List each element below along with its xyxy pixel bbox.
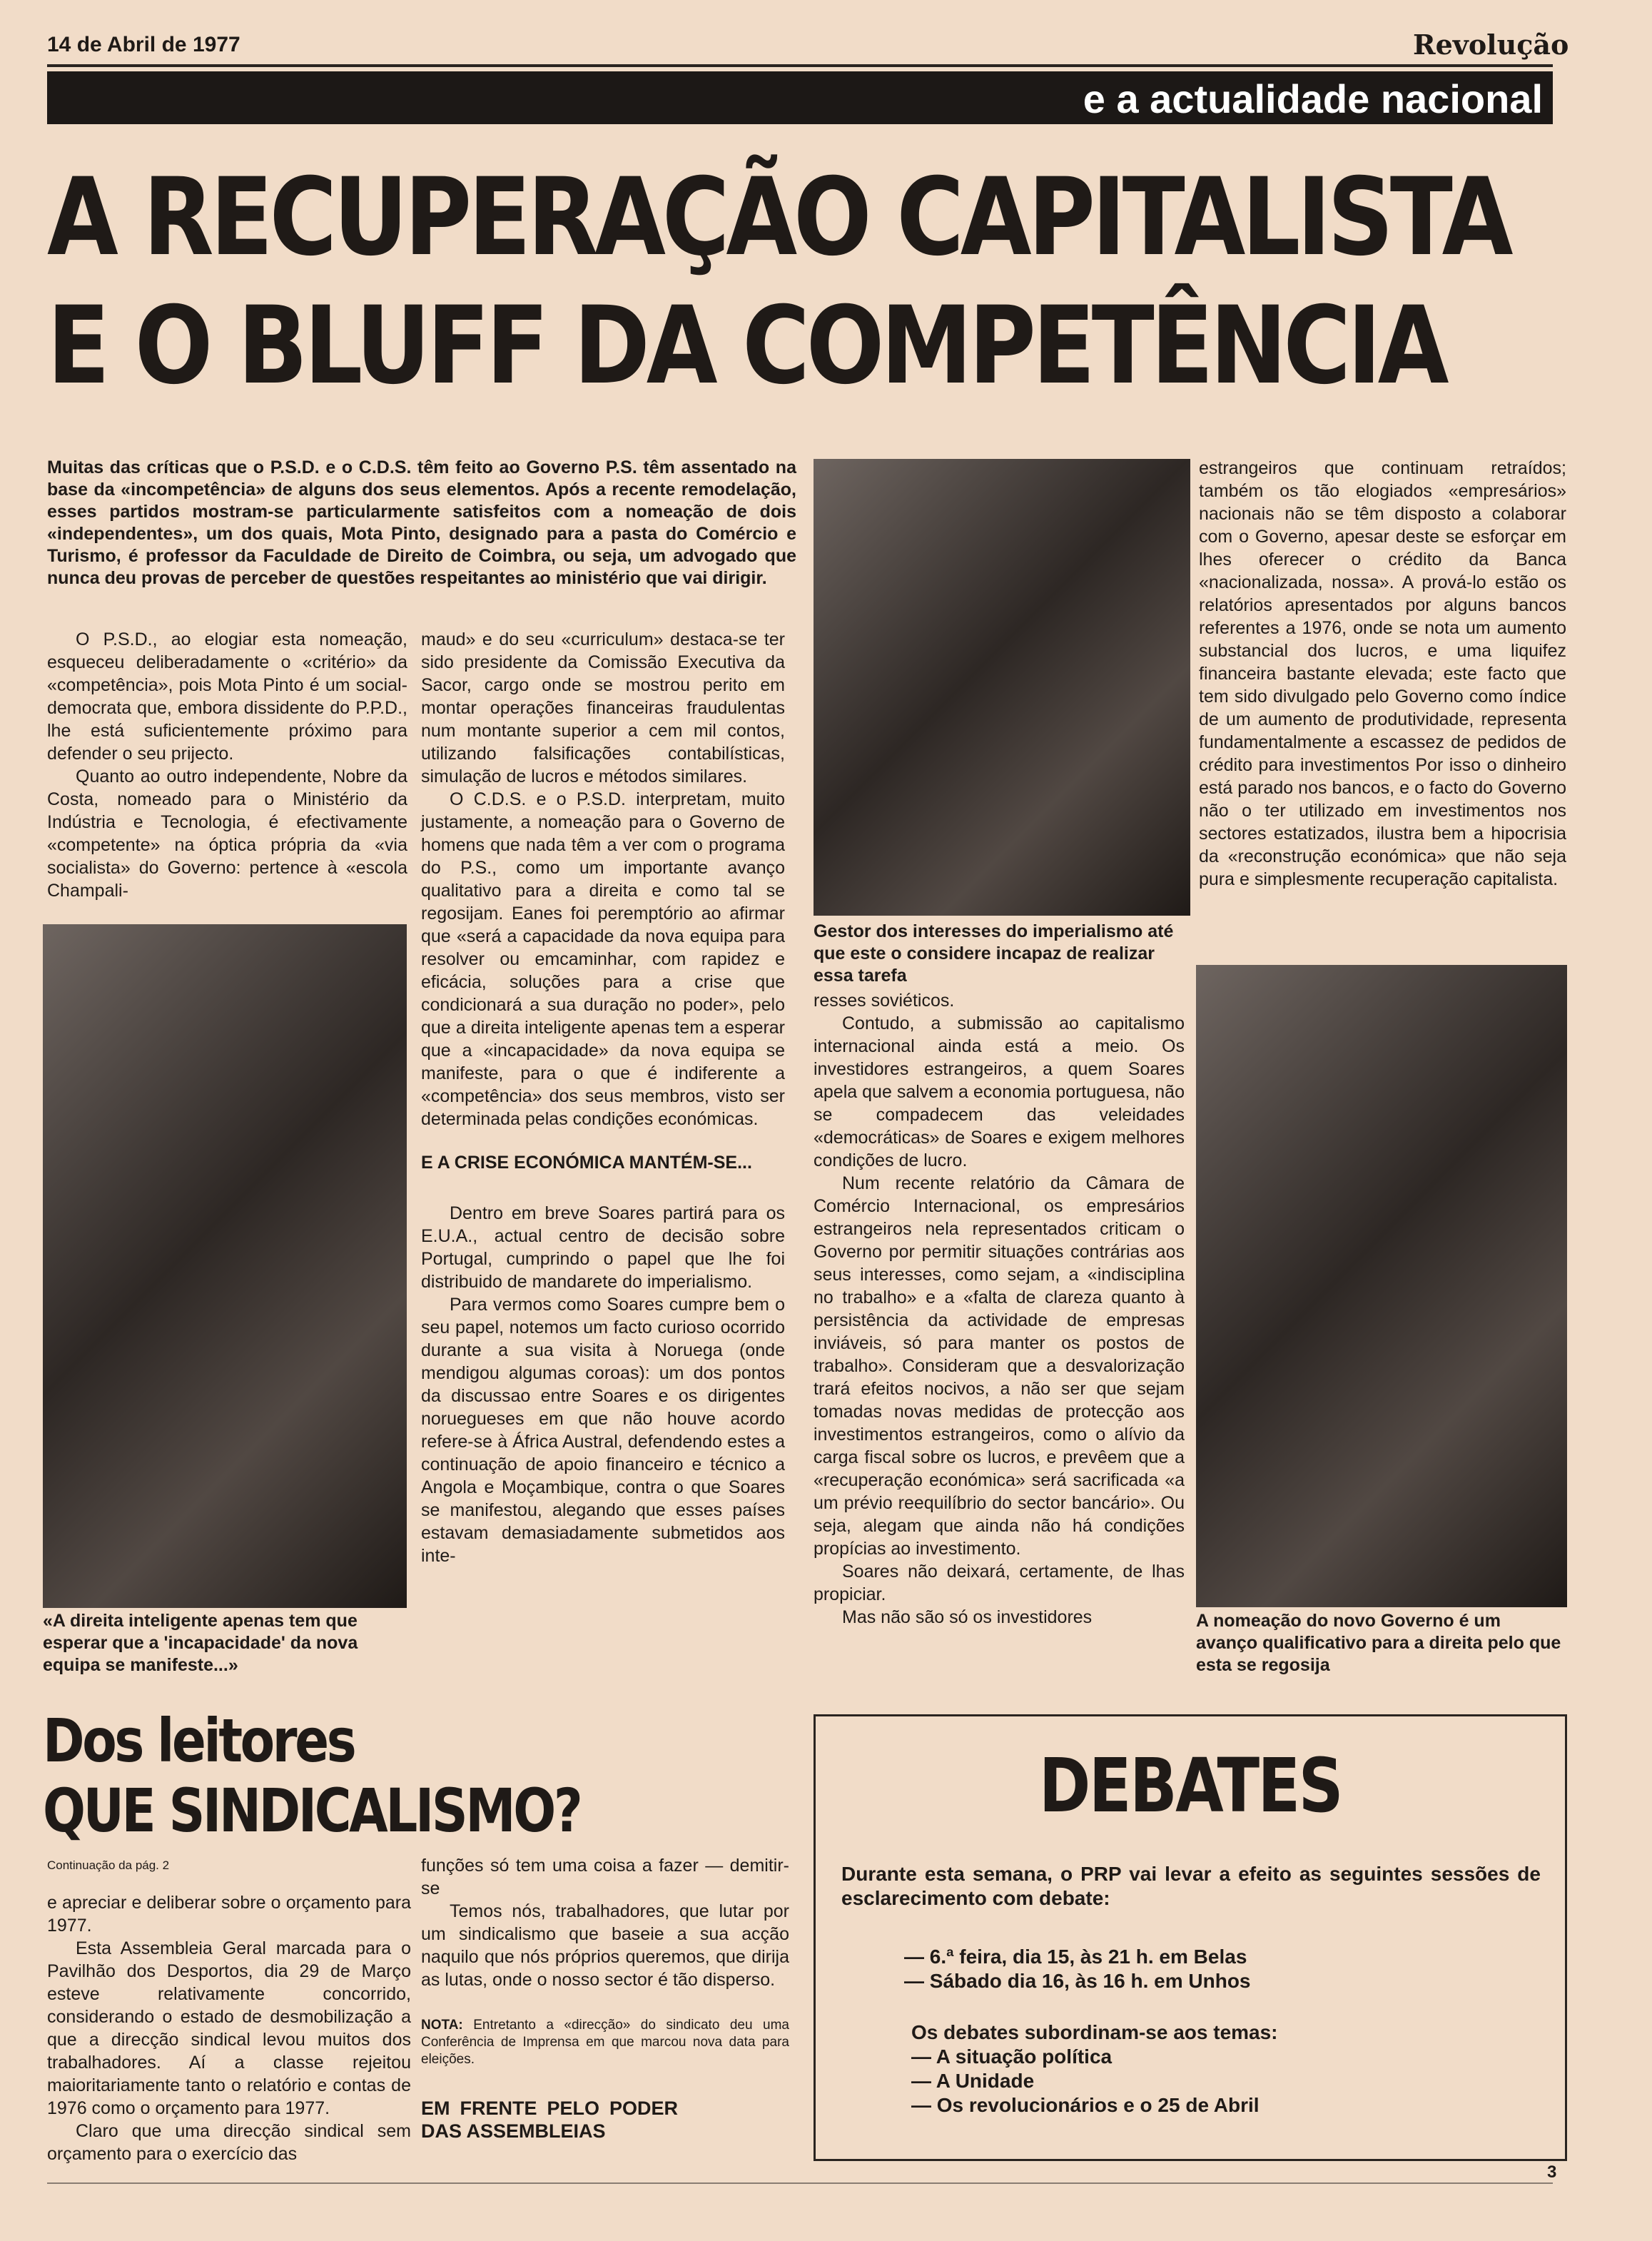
masthead: Revolução — [1413, 29, 1569, 61]
article-column-1 — [47, 628, 407, 902]
paragraph: Quanto ao outro independente, Nobre da Costa, nomeado para o Ministério da Indústria e Tecnologia, é efectivamente «competente» na óptica própria da «via socialista» do Governo: pertence à «escola Champali- — [47, 767, 407, 901]
paragraph: Soares não deixará, certamente, de lhas propiciar. — [814, 1562, 1185, 1604]
paragraph: O P.S.D., ao elogiar esta nomeação, esqueceu deliberadamente o «critério» da «competência», pois Mota Pinto é um social-democrata que, embora dissidente do P.P.D., lhe está suficientemente próximo para defender o seu prijecto. — [47, 629, 407, 764]
headline-line-1: A RECUPERAÇÃO CAPITALISTA — [47, 156, 1510, 280]
note-text: Entretanto a «direcção» do sindicato deu uma Conferência de Imprensa em que marcou nova data para eleições. — [421, 2018, 789, 2067]
paragraph: e apreciar e deliberar sobre o orçamento para 1977. — [47, 1893, 411, 1936]
debates-themes-intro: Os debates subordinam-se aos temas: — [911, 2021, 1278, 2043]
paragraph: O C.D.S. e o P.S.D. interpretam, muito justamente, a nomeação para o Governo de homens que nada têm a ver com o programa do P.S., como um importante avanço qualitativo para a direita e como tal se regosijam. Eanes foi peremptório ao afirmar que «será a capacidade da nova equipa para resolver ou emcaminhar, com rapidez e eficácia, soluções para a crise que condicionará a sua duração no poder», pelo que a direita inteligente apenas tem a esperar que a «incapacidade» da nova equipa se manifeste, para o que é indiferente a «competência» dos seus membros, visto ser determinada pelas condições económicas. — [421, 789, 785, 1129]
paragraph: Contudo, a submissão ao capitalismo internacional ainda está a meio. Os investidores estrangeiros, a quem Soares apela que salvem a economia portuguesa, não se compadecem das veleidades «democráticas» de Soares e exigem melhores condições de lucro. — [814, 1013, 1185, 1170]
paragraph: Mas não são só os investidores — [842, 1607, 1093, 1627]
debates-session-2: — Sábado dia 16, às 16 h. em Unhos — [904, 1970, 1251, 1992]
paragraph: Claro que uma direcção sindical sem orçamento para o exercício das — [47, 2121, 411, 2164]
paragraph: Num recente relatório da Câmara de Comércio Internacional, os empresários estrangeiros nela representados criticam o Governo por permitir situações contrárias aos seus interesses, como sejam, a «indisciplina no trabalho» e a «falta de clareza quanto à persistência da actividade de empresas inviáveis, só para manter os postos de trabalho». Consideram que a desvalorização trará efeitos nocivos, a não ser que sejam tomadas novas medidas de protecção aos investimentos estrangeiros, como o alívio da carga fiscal sobre os lucros, e prevêem que a «recuperação económica» será sacrificada «a um prévio reequilíbrio do sector bancário». Ou seja, alegam que ainda não há condições propícias ao investimento. — [814, 1173, 1185, 1559]
paragraph: Esta Assembleia Geral marcada para o Pavilhão dos Desportos, dia 29 de Março esteve relativamente concorrido, considerando o estado de desmobilização a que a direcção sindical levou muitos dos trabalhadores. Aí a classe rejeitou maioritariamente tanto o relatório e contas de 1976 como o orçamento para 1977. — [47, 1938, 411, 2118]
issue-date: 14 de Abril de 1977 — [47, 33, 240, 56]
paragraph: Dentro em breve Soares partirá para os E.U.A., actual centro de decisão sobre Portugal, cumprindo o papel que lhe foi distribuido de mandarete do imperialismo. — [421, 1203, 785, 1292]
paragraph: Para vermos como Soares cumpre bem o seu papel, notemos um facto curioso ocorrido durante a sua visita à Noruega (onde mendigou algumas coroas): um dos pontos da discussao entre Soares e os dirigentes noruegueses em que não houve acordo refere-se à África Austral, defendendo estes a continuação de apoio financeiro e técnico a Angola e Moçambique, contra o que Soares se manifestou, alegando que esses países estavam demasiadamente submetidos aos inte- — [421, 1295, 785, 1566]
photo-left — [43, 924, 407, 1608]
readers-column-right — [421, 1854, 789, 2143]
main-headline — [47, 153, 1509, 410]
debates-theme-1: — A situação política — [911, 2045, 1113, 2068]
header-rule — [47, 64, 1553, 67]
readers-closing: EM FRENTE PELO PODER DAS ASSEMBLEIAS — [421, 2098, 678, 2142]
section-subhead: E A CRISE ECONÓMICA MANTÉM-SE... — [421, 1153, 752, 1173]
headline-line-2: E O BLUFF DA COMPETÊNCIA — [47, 284, 1446, 408]
readers-title-line-2: QUE SINDICALISMO? — [43, 1776, 581, 1846]
footer-rule — [47, 2182, 1553, 2184]
paragraph: estrangeiros que continuam retraídos; também os tão elogiados «empresários» nacionais não se têm disposto a colaborar com o Governo, apesar deste se esforçar em lhes oferecer o crédito da Banca «nacionalizada, nossa». A prová-lo estão os relatórios apresentados por alguns bancos referentes a 1976, onde se nota um aumento substancial dos lucros, e uma liquifez financeira bastante elevada; este facto que tem sido divulgado pelo Governo como índice de um aumento de produtividade, representa fundamentalmente a escassez de pedidos de crédito para investimentos Por isso o dinheiro está parado nos bancos, e o facto do Governo não o ter utilizado em investimentos nos sectores estatizados, ilustra bem a hipocrisia da «reconstrução económica» que não seja pura e simplesmente recuperação capitalista. — [1199, 458, 1566, 889]
debates-theme-3: — Os revolucionários e o 25 de Abril — [911, 2094, 1260, 2116]
photo-right-caption: A nomeação do novo Governo é um avanço qualificativo para a direita pelo que esta se regosija — [1196, 1611, 1561, 1675]
photo-center-caption: Gestor dos interesses do imperialismo até que este o considere incapaz de realizar essa tarefa — [814, 921, 1174, 986]
continuation-note: Continuação da pág. 2 — [47, 1858, 170, 1872]
article-lead: Muitas das críticas que o P.S.D. e o C.D.S. têm feito ao Governo P.S. têm assentado na base da «incompetência» de alguns dos seus elementos. Após a recente remodelação, esses partidos mostram-se particularmente satisfeitos com a nomeação de dois «independentes», um dos quais, Mota Pinto, designado para a pasta do Comércio e Turismo, é professor da Faculdade de Direito de Coimbra, ou seja, um advogado que nunca deu provas de perceber de questões respeitantes ao ministério que vai dirigir. — [47, 457, 796, 588]
article-column-4 — [1199, 457, 1566, 891]
section-bar — [47, 71, 1553, 124]
paragraph: Temos nós, trabalhadores, que lutar por um sindicalismo que baseie a sua acção naquilo que nós próprios queremos, que dirija as lutas, onde o nosso sector é tão disperso. — [421, 1901, 789, 1990]
note-label: NOTA: — [421, 2018, 463, 2033]
photo-center — [814, 459, 1190, 916]
debates-session-1: — 6.ª feira, dia 15, às 21 h. em Belas — [904, 1946, 1247, 1968]
readers-note — [421, 2017, 789, 2068]
page-number: 3 — [1547, 2162, 1557, 2182]
debates-intro: Durante esta semana, o PRP vai levar a efeito as seguintes sessões de esclarecimento com debate: — [841, 1863, 1541, 1909]
readers-section-title — [43, 1706, 580, 1846]
paragraph: resses soviéticos. — [814, 991, 955, 1011]
paragraph: maud» e do seu «curriculum» destaca-se ter sido presidente da Comissão Executiva da Sacor, cargo onde se mostrou perito em montar operações financeiras fraudulentas num montante superior a cem mil contos, utilizando falsificações contabilísticas, simulação de lucros e métodos similares. — [421, 629, 785, 786]
readers-title-line-1: Dos leitores — [43, 1706, 355, 1776]
debates-box — [814, 1714, 1567, 2161]
section-bar-title: e a actualidade nacional — [1083, 76, 1543, 121]
readers-column-left — [47, 1891, 411, 2165]
debates-theme-2: — A Unidade — [911, 2070, 1035, 2092]
article-column-2 — [421, 457, 785, 1567]
debates-title: DEBATES — [1038, 1742, 1342, 1829]
photo-right — [1196, 965, 1567, 1607]
photo-left-caption: «A direita inteligente apenas tem que esperar que a 'incapacidade' da nova equipa se manifeste...» — [43, 1611, 358, 1675]
article-column-3 — [814, 989, 1185, 1629]
paragraph: funções só tem uma coisa a fazer — demitir-se — [421, 1856, 789, 1898]
